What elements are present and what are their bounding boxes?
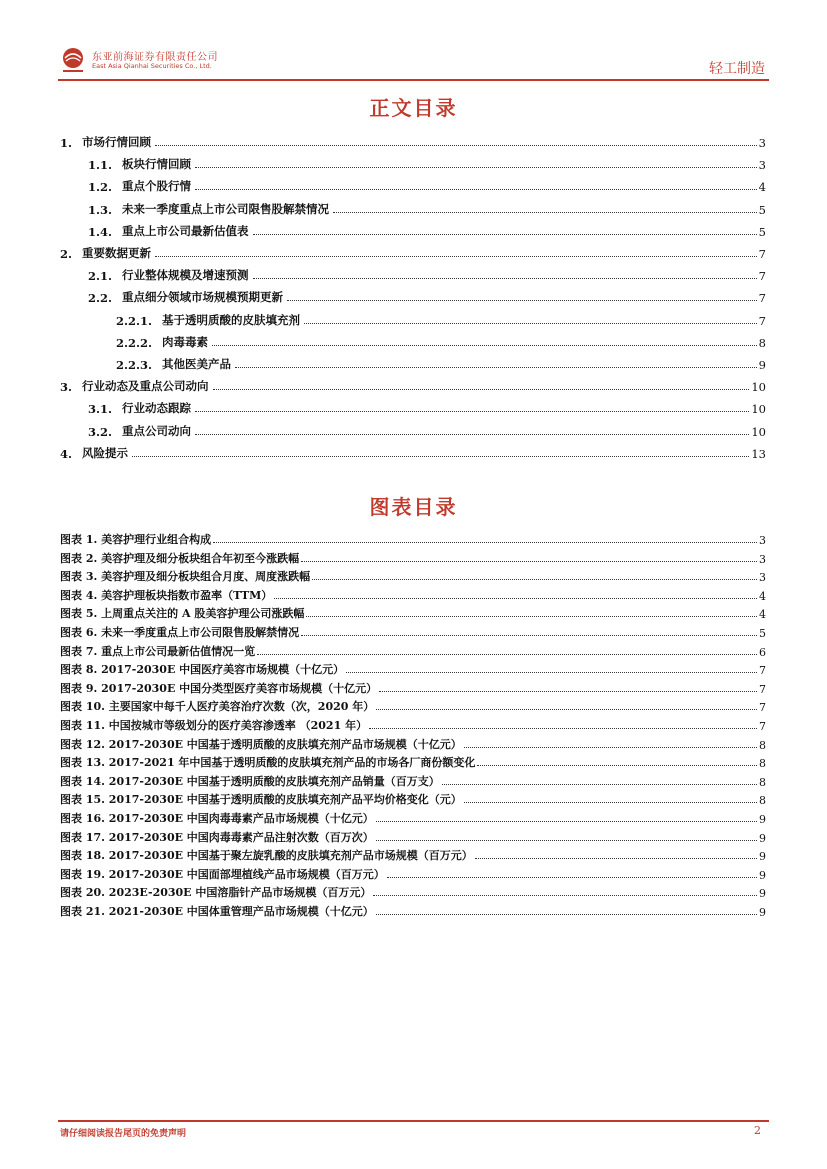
industry-label: 轻工制造 bbox=[709, 61, 765, 77]
toc-item-title: 未来一季度重点上市公司限售股解禁情况 bbox=[122, 201, 330, 216]
toc-leader bbox=[195, 166, 757, 168]
toc-item-page: 10 bbox=[751, 402, 766, 417]
figure-item-title: 图表 11. 中国按城市等级划分的医疗美容渗透率 （2021 年） bbox=[60, 719, 368, 732]
toc-item-number: 3.1. bbox=[88, 402, 113, 417]
toc-item-title: 重要数据更新 bbox=[82, 246, 152, 260]
figure-item-page: 8 bbox=[759, 775, 766, 789]
toc-leader bbox=[333, 211, 757, 213]
toc-leader bbox=[155, 144, 757, 146]
toc-leader bbox=[287, 299, 757, 301]
figure-item[interactable] bbox=[60, 659, 766, 677]
header-divider bbox=[58, 79, 769, 81]
toc-item-page: 7 bbox=[758, 313, 766, 328]
figure-item-page: 3 bbox=[759, 534, 766, 547]
figure-item-title: 图表 4. 美容护理板块指数市盈率（TTM） bbox=[60, 588, 273, 602]
figure-item-title: 图表 16. 2017-2030E 中国肉毒毒素产品市场规模（十亿元） bbox=[60, 812, 374, 825]
figure-item-title: 图表 13. 2017-2021 年中国基于透明质酸的皮肤填充剂产品的市场各厂商份额变化 bbox=[60, 756, 476, 770]
toc-item-page: 7 bbox=[758, 247, 766, 261]
figure-item-page: 7 bbox=[759, 664, 766, 678]
toc-item-page: 4 bbox=[758, 180, 766, 195]
figure-item[interactable] bbox=[60, 585, 766, 603]
toc-item[interactable] bbox=[88, 153, 766, 172]
toc-item-number: 1.2. bbox=[88, 180, 113, 195]
figure-item-title: 图表 8. 2017-2030E 中国医疗美容市场规模（十亿元） bbox=[60, 663, 345, 677]
toc-item[interactable] bbox=[116, 353, 766, 372]
toc-item[interactable] bbox=[88, 220, 766, 239]
figure-item[interactable] bbox=[60, 789, 766, 807]
toc-item-page: 3 bbox=[758, 136, 766, 150]
figure-item-title: 图表 9. 2017-2030E 中国分类型医疗美容市场规模（十亿元） bbox=[60, 681, 378, 695]
page-header bbox=[58, 44, 769, 80]
figure-item-title: 图表 12. 2017-2030E 中国基于透明质酸的皮肤填充剂产品市场规模（十亿元） bbox=[60, 737, 462, 751]
toc-leader bbox=[253, 233, 757, 235]
figure-item-page: 8 bbox=[759, 757, 766, 771]
toc-item[interactable] bbox=[88, 264, 766, 283]
figure-leader bbox=[369, 727, 757, 729]
toc-item-title: 基于透明质酸的皮肤填充剂 bbox=[162, 312, 301, 327]
figure-item-page: 8 bbox=[759, 738, 766, 752]
toc-item-page: 8 bbox=[758, 335, 766, 350]
figure-item-page: 9 bbox=[759, 906, 766, 919]
figure-leader bbox=[379, 690, 757, 692]
toc-item-title: 行业整体规模及增速预测 bbox=[122, 268, 249, 283]
figure-item[interactable] bbox=[60, 548, 766, 566]
figure-leader bbox=[257, 653, 757, 655]
figure-leader bbox=[442, 783, 757, 785]
toc-item-page: 5 bbox=[758, 202, 766, 217]
figure-item-page: 9 bbox=[759, 887, 766, 901]
figure-item-title: 图表 6. 未来一季度重点上市公司限售股解禁情况 bbox=[60, 626, 300, 639]
toc-leader bbox=[195, 188, 757, 190]
toc-item-number: 2.2.2. bbox=[116, 335, 153, 350]
figure-leader bbox=[301, 634, 757, 636]
figure-leader bbox=[376, 839, 757, 841]
figure-leader bbox=[301, 560, 757, 562]
figure-leader bbox=[373, 894, 757, 896]
figure-item[interactable] bbox=[60, 696, 766, 714]
figure-item-title: 图表 7. 重点上市公司最新估值情况一览 bbox=[60, 644, 256, 658]
toc-item[interactable] bbox=[88, 420, 766, 439]
toc-leader bbox=[213, 388, 750, 390]
figure-item[interactable] bbox=[60, 622, 766, 640]
toc-item-title: 板块行情回顾 bbox=[122, 157, 192, 172]
figure-item-title: 图表 14. 2017-2030E 中国基于透明质酸的皮肤填充剂产品销量（百万支） bbox=[60, 774, 440, 788]
toc-leader bbox=[132, 455, 749, 457]
toc-item-page: 9 bbox=[758, 358, 766, 372]
toc-item-page: 13 bbox=[751, 446, 766, 461]
toc-item-number: 2. bbox=[60, 247, 73, 261]
figure-item-page: 7 bbox=[759, 720, 766, 733]
figure-item-title: 图表 5. 上周重点关注的 A 股美容护理公司涨跌幅 bbox=[60, 607, 305, 621]
footer-divider bbox=[58, 1120, 769, 1122]
toc-item[interactable] bbox=[88, 286, 766, 305]
figure-item[interactable] bbox=[60, 641, 766, 659]
figure-item-page: 7 bbox=[759, 701, 766, 715]
figure-leader bbox=[376, 708, 757, 710]
figure-item[interactable] bbox=[60, 864, 766, 882]
toc-item[interactable] bbox=[116, 309, 766, 328]
figure-item-title: 图表 18. 2017-2030E 中国基于聚左旋乳酸的皮肤填充剂产品市场规模（百万元） bbox=[60, 849, 473, 863]
toc-item-number: 1.1. bbox=[88, 158, 113, 173]
figure-item-page: 9 bbox=[759, 850, 766, 864]
toc-item-page: 7 bbox=[758, 269, 766, 284]
brand-name-cn: 东亚前海证券有限责任公司 bbox=[92, 52, 218, 63]
toc-leader bbox=[253, 277, 757, 279]
figure-item-page: 6 bbox=[759, 645, 766, 659]
toc-leader bbox=[235, 366, 757, 368]
figure-item-title: 图表 10. 主要国家中每千人医疗美容治疗次数（次，2020 年） bbox=[60, 700, 375, 714]
toc-item-title: 重点细分领域市场规模预期更新 bbox=[122, 290, 284, 305]
figure-leader bbox=[312, 578, 757, 580]
toc-item[interactable] bbox=[60, 375, 766, 394]
toc-item-page: 7 bbox=[758, 291, 766, 306]
toc-item[interactable] bbox=[60, 242, 766, 261]
figure-item[interactable] bbox=[60, 529, 766, 547]
toc-item-page: 10 bbox=[751, 424, 766, 439]
figure-leader bbox=[376, 820, 757, 822]
toc-leader bbox=[195, 433, 749, 435]
figure-item-page: 7 bbox=[759, 682, 766, 696]
toc-item-title: 市场行情回顾 bbox=[82, 135, 152, 149]
figure-leader bbox=[346, 671, 757, 673]
toc-item-title: 行业动态跟踪 bbox=[122, 401, 192, 416]
toc-item-number: 2.2.1. bbox=[116, 313, 153, 328]
toc-item-number: 4. bbox=[60, 446, 73, 461]
toc-item-number: 1.4. bbox=[88, 224, 113, 239]
toc-item-number: 3. bbox=[60, 380, 73, 395]
figure-item[interactable] bbox=[60, 734, 766, 752]
toc-item-title: 风险提示 bbox=[82, 445, 129, 460]
toc-item-number: 1.3. bbox=[88, 202, 113, 217]
toc-item-title: 重点上市公司最新估值表 bbox=[122, 223, 249, 238]
figure-item-title: 图表 2. 美容护理及细分板块组合年初至今涨跌幅 bbox=[60, 551, 300, 565]
figure-item[interactable] bbox=[60, 678, 766, 696]
figure-item-page: 8 bbox=[759, 794, 766, 808]
figure-leader bbox=[376, 913, 757, 915]
figure-leader bbox=[464, 801, 757, 803]
company-logo-icon bbox=[58, 46, 88, 74]
figure-item-title: 图表 21. 2021-2030E 中国体重管理产品市场规模（十亿元） bbox=[60, 905, 374, 918]
brand-name-en: East Asia Qianhai Securities Co., Ltd. bbox=[92, 62, 212, 70]
figure-item[interactable] bbox=[60, 882, 766, 900]
figure-leader bbox=[274, 597, 757, 599]
figure-item[interactable] bbox=[60, 827, 766, 845]
figure-leader bbox=[464, 746, 757, 748]
toc-item-title: 行业动态及重点公司动向 bbox=[82, 379, 209, 394]
toc-item-page: 10 bbox=[751, 380, 766, 395]
figure-leader bbox=[306, 615, 757, 617]
toc-leader bbox=[155, 255, 757, 257]
figure-leader bbox=[477, 764, 757, 766]
figure-item[interactable] bbox=[60, 771, 766, 789]
figure-item-title: 图表 15. 2017-2030E 中国基于透明质酸的皮肤填充剂产品平均价格变化（元） bbox=[60, 793, 462, 807]
figure-item-page: 4 bbox=[759, 589, 766, 603]
toc-item-title: 肉毒毒素 bbox=[162, 334, 209, 349]
figure-leader bbox=[475, 857, 757, 859]
page-number: 2 bbox=[754, 1124, 761, 1137]
toc-item[interactable] bbox=[60, 131, 766, 150]
figure-item-page: 9 bbox=[759, 831, 766, 845]
toc-item[interactable] bbox=[60, 442, 766, 461]
figure-item[interactable] bbox=[60, 901, 766, 919]
toc-item-title: 重点个股行情 bbox=[122, 179, 192, 194]
figure-item[interactable] bbox=[60, 603, 766, 621]
figure-item[interactable] bbox=[60, 715, 766, 733]
toc-title: 正文目录 bbox=[369, 96, 458, 120]
figure-item-title: 图表 1. 美容护理行业组合构成 bbox=[60, 533, 212, 546]
toc-item-title: 其他医美产品 bbox=[162, 357, 232, 371]
toc-item[interactable] bbox=[88, 397, 766, 416]
figure-item-page: 9 bbox=[759, 868, 766, 882]
figure-item[interactable] bbox=[60, 566, 766, 584]
toc-leader bbox=[304, 322, 757, 324]
figure-item-title: 图表 3. 美容护理及细分板块组合月度、周度涨跌幅 bbox=[60, 570, 311, 584]
toc-item-title: 重点公司动向 bbox=[122, 423, 192, 438]
toc-item[interactable] bbox=[88, 198, 766, 217]
toc-item[interactable] bbox=[116, 331, 766, 350]
figure-leader bbox=[387, 876, 757, 878]
toc-item[interactable] bbox=[88, 175, 766, 194]
toc-item-number: 1. bbox=[60, 136, 73, 150]
footer-disclaimer: 请仔细阅读报告尾页的免责声明 bbox=[60, 1129, 187, 1139]
toc-item-page: 5 bbox=[758, 224, 766, 239]
figure-item-title: 图表 19. 2017-2030E 中国面部埋植线产品市场规模（百万元） bbox=[60, 867, 385, 881]
toc-item-number: 3.2. bbox=[88, 424, 113, 439]
toc-leader bbox=[195, 410, 749, 412]
figure-item[interactable] bbox=[60, 808, 766, 826]
toc-item-number: 2.2. bbox=[88, 291, 113, 306]
figure-item-page: 5 bbox=[759, 627, 766, 640]
figure-item[interactable] bbox=[60, 752, 766, 770]
toc-item-page: 3 bbox=[758, 158, 766, 173]
figure-item-page: 9 bbox=[759, 813, 766, 826]
figure-item-title: 图表 17. 2017-2030E 中国肉毒毒素产品注射次数（百万次） bbox=[60, 830, 374, 844]
figure-item-title: 图表 20. 2023E-2030E 中国溶脂针产品市场规模（百万元） bbox=[60, 886, 372, 900]
figure-item-page: 4 bbox=[759, 608, 766, 622]
toc-item-number: 2.1. bbox=[88, 269, 113, 284]
figure-item-page: 3 bbox=[759, 571, 766, 585]
figure-leader bbox=[213, 541, 757, 543]
figure-item[interactable] bbox=[60, 845, 766, 863]
toc-leader bbox=[212, 344, 757, 346]
figure-item-page: 3 bbox=[759, 552, 766, 566]
figures-title: 图表目录 bbox=[369, 495, 458, 519]
toc-item-number: 2.2.3. bbox=[116, 358, 153, 372]
